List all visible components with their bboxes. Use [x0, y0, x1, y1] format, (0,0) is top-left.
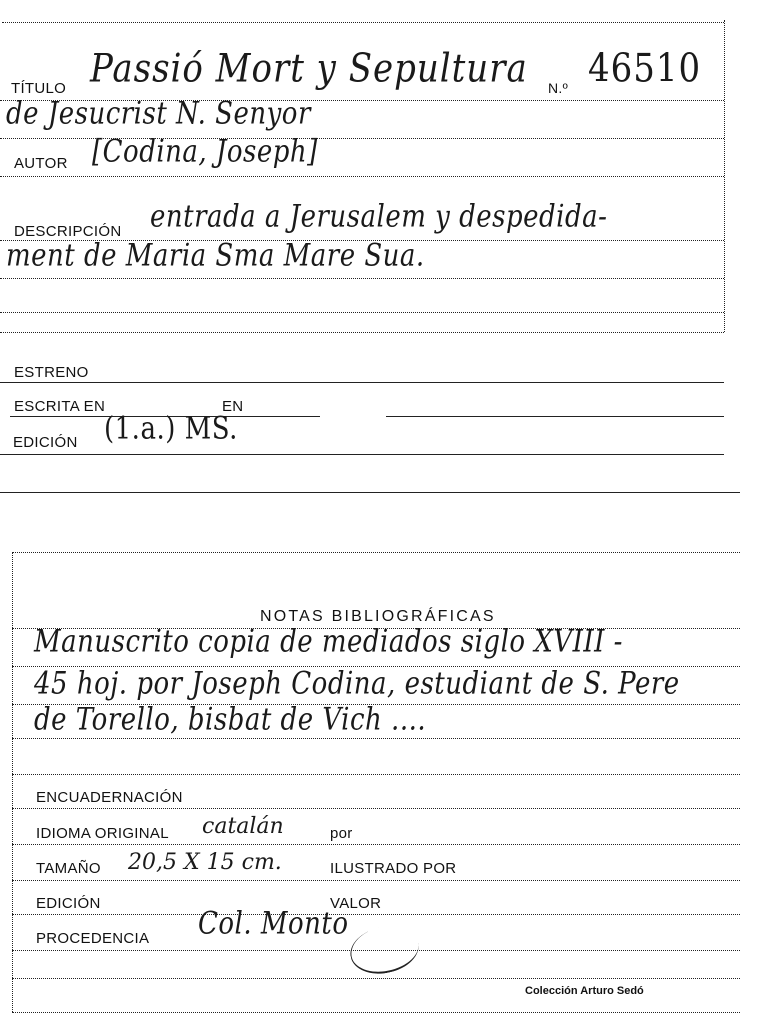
collection-credit: Colección Arturo Sedó — [525, 985, 644, 997]
ruled-line — [0, 176, 724, 177]
ruled-line — [12, 914, 740, 915]
stamp-mark — [346, 920, 423, 979]
ruled-line — [0, 278, 724, 279]
ruled-line — [386, 416, 724, 417]
ruled-line — [0, 454, 724, 455]
descripcion-label: DESCRIPCIÓN — [14, 223, 122, 240]
card-border-right — [724, 20, 725, 332]
ruled-line — [12, 808, 740, 809]
ruled-line — [12, 844, 740, 845]
edicion-value: (1.a.) MS. — [104, 411, 238, 447]
card-bottom-edge — [0, 492, 740, 493]
tamano-value: 20,5 X 15 cm. — [128, 850, 282, 875]
titulo-label: TÍTULO — [11, 80, 67, 97]
notes-card — [0, 548, 759, 1028]
card-border-top — [12, 552, 740, 553]
idioma-label: IDIOMA ORIGINAL — [36, 825, 169, 842]
notes-line-2: 45 hoj. por Joseph Codina, estudiant de S. Pere — [34, 666, 680, 702]
valor-label: VALOR — [330, 895, 382, 912]
title-card — [0, 0, 759, 500]
card-border-left — [12, 552, 13, 1012]
por-label: por — [330, 825, 353, 842]
en-label: EN — [222, 398, 244, 415]
ruled-line — [12, 880, 740, 881]
notes-line-3: de Torello, bisbat de Vich .... — [34, 702, 427, 738]
estreno-label: ESTRENO — [14, 364, 89, 381]
number-label: N.º — [548, 80, 569, 96]
encuadernacion-label: ENCUADERNACIÓN — [36, 789, 183, 806]
descripcion-line-2: ment de Maria Sma Mare Sua. — [6, 238, 425, 274]
notes-heading: NOTAS BIBLIOGRÁFICAS — [260, 608, 496, 625]
procedencia-value: Col. Monto — [198, 906, 349, 942]
ilustrado-label: ILUSTRADO POR — [330, 860, 457, 877]
procedencia-label: PROCEDENCIA — [36, 930, 150, 947]
autor-label: AUTOR — [14, 155, 68, 172]
autor-value: [Codina, Joseph] — [92, 134, 318, 170]
ruled-line — [12, 1012, 740, 1013]
escrita-en-label: ESCRITA EN — [14, 398, 106, 415]
titulo-value: Passió Mort y Sepultura — [90, 46, 528, 92]
titulo-continuation: de Jesucrist N. Senyor — [6, 96, 311, 132]
ruled-line — [12, 774, 740, 775]
descripcion-line-1: entrada a Jerusalem y despedida- — [150, 199, 608, 235]
ruled-line — [0, 382, 724, 383]
edicion-label: EDICIÓN — [13, 434, 78, 451]
tamano-label: TAMAÑO — [36, 860, 101, 877]
card-border-top — [2, 22, 724, 23]
notes-line-1: Manuscrito copia de mediados siglo XVIII - — [34, 624, 623, 660]
number-value: 46510 — [588, 46, 702, 92]
idioma-value: catalán — [202, 814, 284, 839]
edicion-label: EDICIÓN — [36, 895, 101, 912]
ruled-line — [12, 738, 740, 739]
ruled-line — [0, 332, 724, 333]
ruled-line — [0, 312, 724, 313]
ruled-line — [12, 978, 740, 979]
